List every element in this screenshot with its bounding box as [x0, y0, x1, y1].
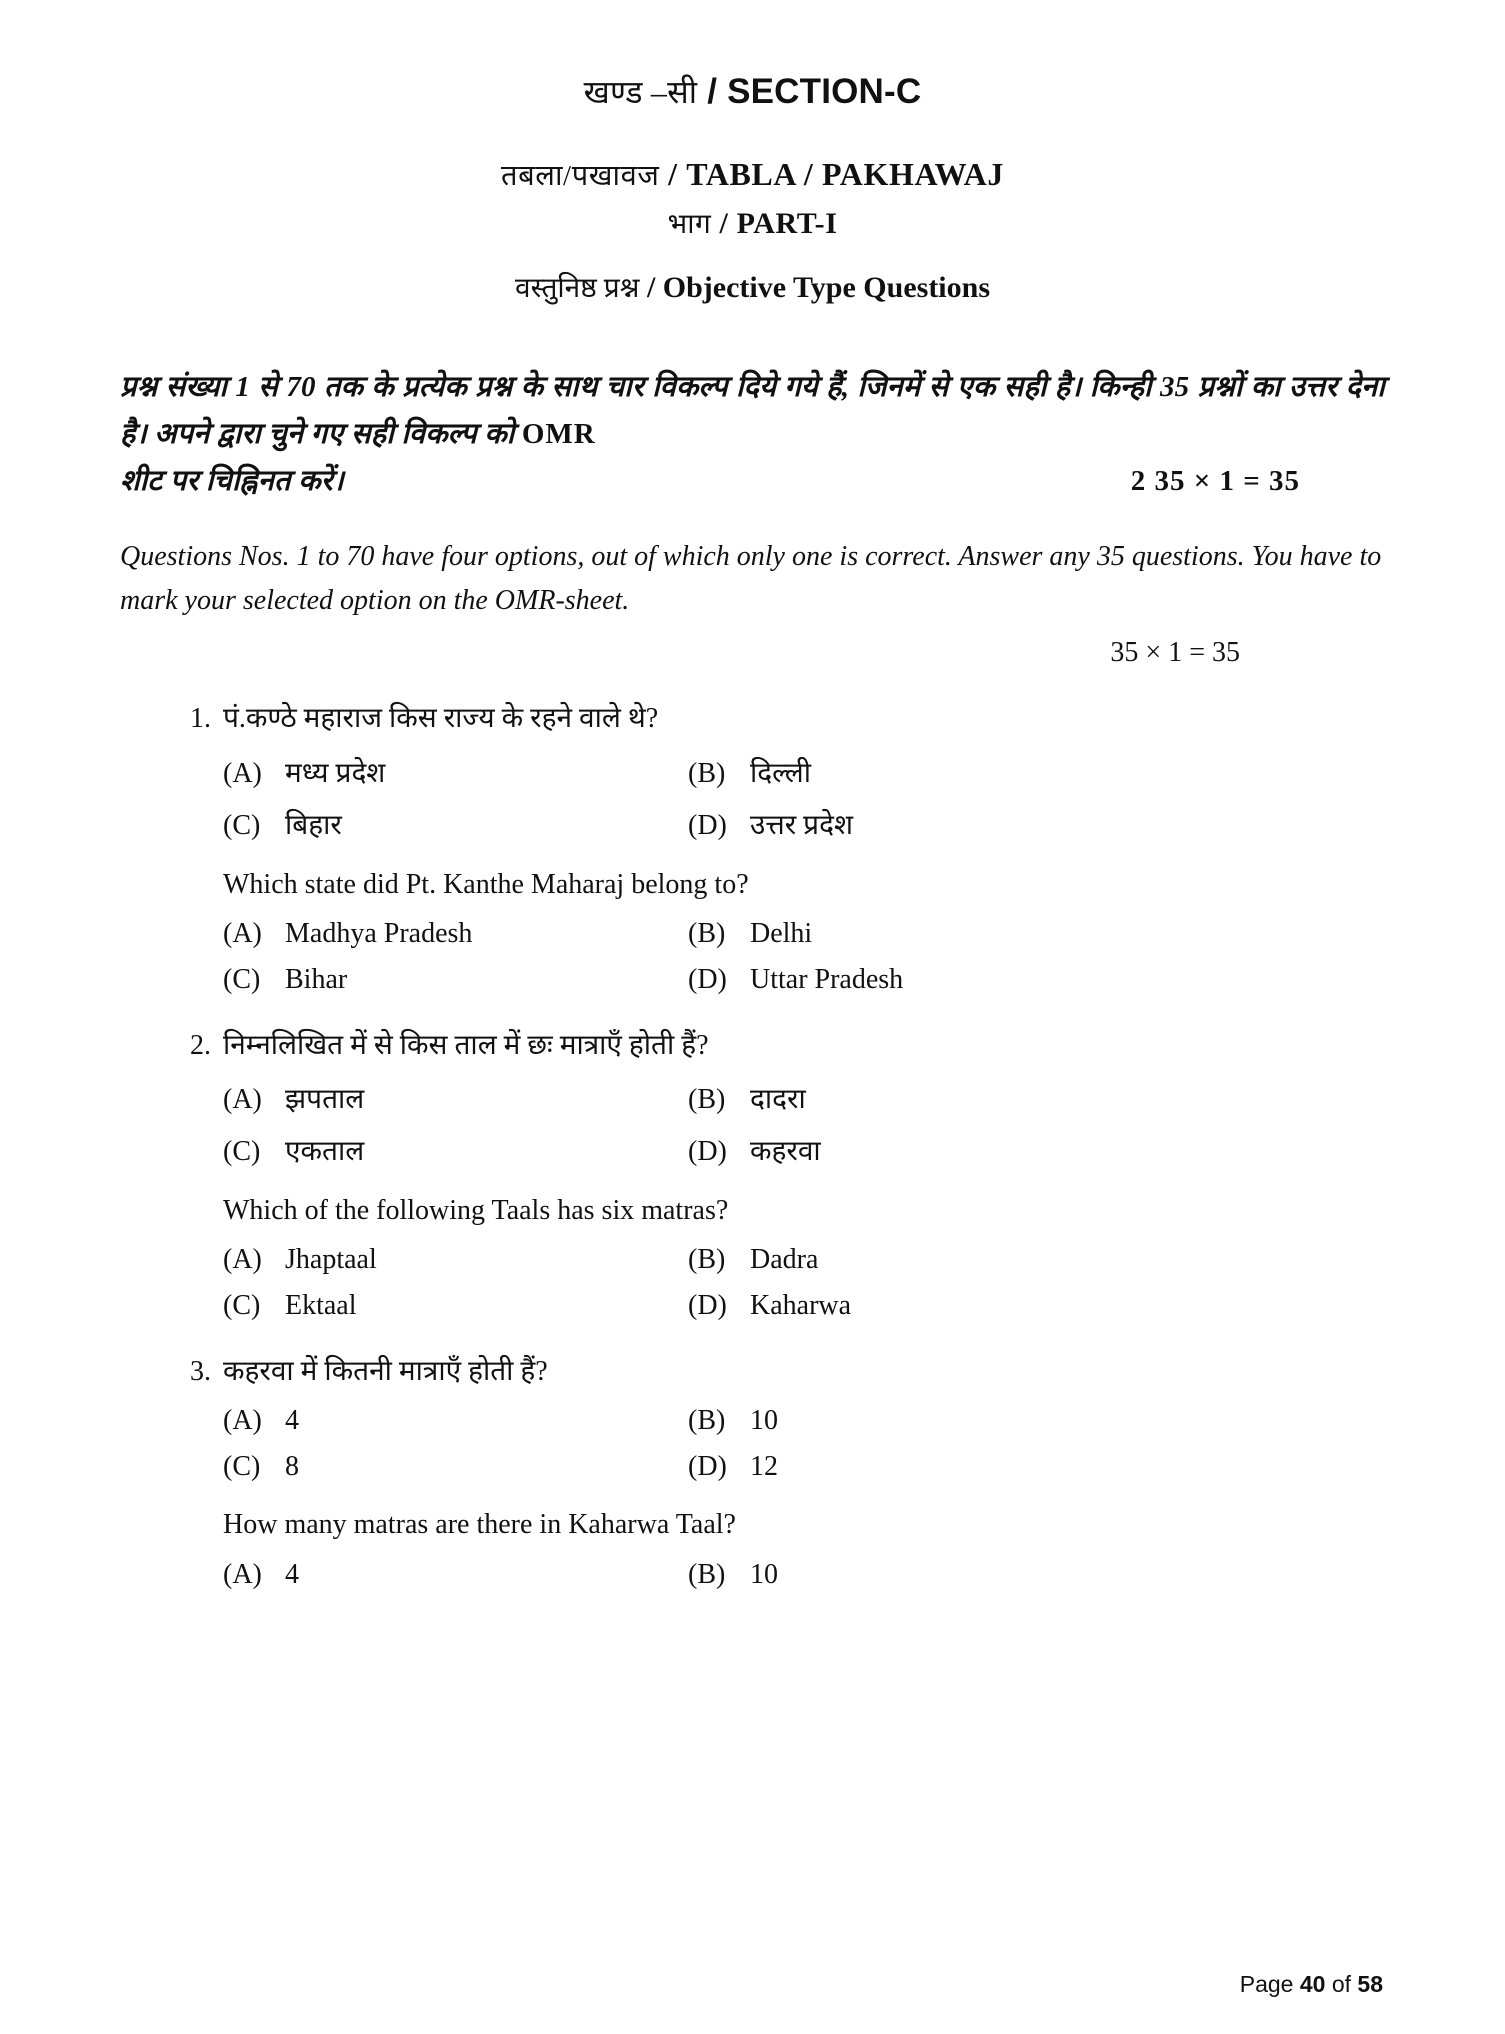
- option-text: दादरा: [750, 1083, 806, 1115]
- subject-heading: [120, 155, 1385, 194]
- english-instructions: Questions Nos. 1 to 70 have four options, out of which only one is correct. Answer any 35 questions. You have to mark your selected option on the OMR-sheet.: [120, 540, 1382, 617]
- question-hindi-text: पं.कण्ठे महाराज किस राज्य के रहने वाले थे?: [223, 703, 659, 735]
- footer-total-pages: 58: [1357, 1971, 1383, 1997]
- section-heading-separator: /: [707, 72, 718, 111]
- question-english-text: Which of the following Taals has six matras?: [223, 1194, 729, 1226]
- footer-page-number: 40: [1299, 1971, 1326, 1997]
- option-row: [223, 805, 1385, 843]
- option-text: Delhi: [750, 917, 813, 949]
- option-row: [223, 1405, 1385, 1437]
- option-text: 4: [285, 1558, 299, 1590]
- question-english-options: [120, 1559, 1385, 1591]
- question-english: [120, 865, 1385, 904]
- option-d[interactable]: [688, 1451, 1385, 1483]
- subject-heading-english: TABLA / PAKHAWAJ: [686, 156, 1004, 192]
- option-label: (B): [688, 1083, 726, 1115]
- option-text: Kaharwa: [750, 1290, 852, 1322]
- objective-heading: [120, 268, 1385, 306]
- option-a[interactable]: [223, 1244, 688, 1276]
- option-text: दिल्ली: [750, 757, 811, 789]
- option-d[interactable]: [688, 805, 1385, 843]
- option-label: (A): [223, 757, 262, 789]
- option-label: (D): [688, 809, 727, 841]
- section-heading: [120, 70, 1385, 113]
- subject-heading-hindi: तबला/पखावज: [501, 160, 660, 192]
- option-a[interactable]: [223, 1079, 688, 1117]
- option-b[interactable]: [688, 1559, 1385, 1591]
- option-row: [223, 1451, 1385, 1483]
- question-english-options: [120, 1244, 1385, 1322]
- hindi-instructions-text: प्रश्न संख्या 1 से 70 तक के प्रत्येक प्रश्न के साथ चार विकल्प दिये गये हैं, जिनमें से एक सही है। किन्ही 35 प्रश्नों का उत्तर देना है। अपने द्वारा चुने गए सही विकल्प को: [120, 371, 1385, 450]
- omr-label: OMR: [521, 417, 596, 450]
- option-row: [223, 1079, 1385, 1117]
- question-hindi: [120, 1352, 1385, 1391]
- option-text: 4: [285, 1405, 299, 1437]
- option-row: [223, 753, 1385, 791]
- option-a[interactable]: [223, 1405, 688, 1437]
- option-label: (B): [688, 757, 726, 789]
- option-c[interactable]: [223, 1290, 688, 1322]
- option-label: (A): [223, 917, 262, 949]
- option-label: (D): [688, 1451, 727, 1483]
- option-b[interactable]: [688, 1405, 1385, 1437]
- question-english: [120, 1505, 1385, 1544]
- option-text: एकताल: [285, 1135, 365, 1167]
- question-hindi: [120, 699, 1385, 738]
- option-text: 8: [285, 1451, 299, 1483]
- footer-prefix: Page: [1239, 1971, 1294, 1997]
- option-c[interactable]: [223, 964, 688, 996]
- option-row: [223, 918, 1385, 950]
- option-label: (D): [688, 1135, 727, 1167]
- option-row: [223, 1559, 1385, 1591]
- hindi-instructions-text-end: शीट पर चिह्निनत करें।: [120, 464, 344, 497]
- section-heading-hindi: खण्ड –सी: [583, 74, 698, 110]
- objective-heading-hindi: वस्तुनिष्ठ प्रश्न: [515, 273, 640, 304]
- option-label: (B): [688, 917, 726, 949]
- option-label: (B): [688, 1558, 726, 1590]
- option-label: (A): [223, 1244, 262, 1276]
- part-heading-separator: /: [719, 207, 729, 240]
- question-hindi-text: कहरवा में कितनी मात्राएँ होती हैं?: [223, 1356, 548, 1388]
- option-text: Jhaptaal: [285, 1244, 377, 1276]
- option-text: कहरवा: [750, 1135, 821, 1167]
- hindi-marks: 2 35 × 1 = 35: [1130, 464, 1300, 497]
- question-english-text: How many matras are there in Kaharwa Taal?: [223, 1509, 736, 1541]
- option-row: [223, 1290, 1385, 1322]
- english-marks: 35 × 1 = 35: [1110, 637, 1240, 669]
- question-number: 3.: [190, 1356, 211, 1388]
- option-d[interactable]: [688, 964, 1385, 996]
- option-label: (C): [223, 1135, 261, 1167]
- option-row: [223, 1244, 1385, 1276]
- option-label: (C): [223, 809, 261, 841]
- question-english-text: Which state did Pt. Kanthe Maharaj belong to?: [223, 868, 749, 900]
- option-d[interactable]: [688, 1131, 1385, 1169]
- option-a[interactable]: [223, 1559, 688, 1591]
- option-label: (C): [223, 1451, 261, 1483]
- option-row: [223, 1131, 1385, 1169]
- option-row: [223, 964, 1385, 996]
- question-english-options: [120, 918, 1385, 996]
- option-label: (C): [223, 963, 261, 995]
- option-label: (A): [223, 1083, 262, 1115]
- option-c[interactable]: [223, 1131, 688, 1169]
- question-hindi-options: [120, 1079, 1385, 1169]
- option-text: Bihar: [285, 963, 348, 995]
- page-footer: [1240, 1971, 1383, 1998]
- option-text: Madhya Pradesh: [285, 917, 473, 949]
- option-text: 12: [750, 1451, 778, 1483]
- option-c[interactable]: [223, 1451, 688, 1483]
- question-english: [120, 1191, 1385, 1230]
- option-text: बिहार: [285, 809, 342, 841]
- footer-middle: of: [1331, 1971, 1352, 1997]
- option-b[interactable]: [688, 1244, 1385, 1276]
- part-heading-hindi: भाग: [667, 209, 712, 240]
- option-text: Uttar Pradesh: [750, 963, 904, 995]
- option-d[interactable]: [688, 1290, 1385, 1322]
- option-text: 10: [750, 1405, 778, 1437]
- option-label: (D): [688, 1290, 727, 1322]
- question-block: [120, 699, 1385, 995]
- question-block: [120, 1352, 1385, 1590]
- question-hindi-options: [120, 753, 1385, 843]
- option-label: (D): [688, 963, 727, 995]
- option-label: (C): [223, 1290, 261, 1322]
- option-text: झपताल: [285, 1083, 365, 1115]
- option-text: Dadra: [750, 1244, 819, 1276]
- objective-heading-separator: /: [646, 271, 656, 304]
- hindi-instructions-lastline: [120, 458, 1385, 505]
- option-label: (A): [223, 1558, 262, 1590]
- question-hindi-text: निम्नलिखित में से किस ताल में छः मात्राएँ होती हैं?: [223, 1029, 709, 1061]
- part-heading: [120, 204, 1385, 242]
- subject-heading-separator: /: [668, 156, 678, 192]
- option-b[interactable]: [688, 918, 1385, 950]
- option-label: (A): [223, 1405, 262, 1437]
- objective-heading-english: Objective Type Questions: [662, 271, 990, 304]
- option-label: (B): [688, 1244, 726, 1276]
- section-heading-english: SECTION-C: [727, 72, 922, 111]
- option-text: 10: [750, 1558, 778, 1590]
- option-a[interactable]: [223, 753, 688, 791]
- question-hindi-options: [120, 1405, 1385, 1483]
- option-text: मध्य प्रदेश: [285, 757, 386, 789]
- option-text: उत्तर प्रदेश: [750, 809, 853, 841]
- hindi-instructions: [120, 364, 1385, 505]
- part-heading-english: PART-I: [736, 207, 838, 240]
- question-hindi: [120, 1026, 1385, 1065]
- option-label: (B): [688, 1405, 726, 1437]
- option-text: Ektaal: [285, 1290, 357, 1322]
- option-c[interactable]: [223, 805, 688, 843]
- option-b[interactable]: [688, 753, 1385, 791]
- question-number: 2.: [190, 1029, 211, 1061]
- question-block: [120, 1026, 1385, 1322]
- option-a[interactable]: [223, 918, 688, 950]
- question-number: 1.: [190, 703, 211, 735]
- option-b[interactable]: [688, 1079, 1385, 1117]
